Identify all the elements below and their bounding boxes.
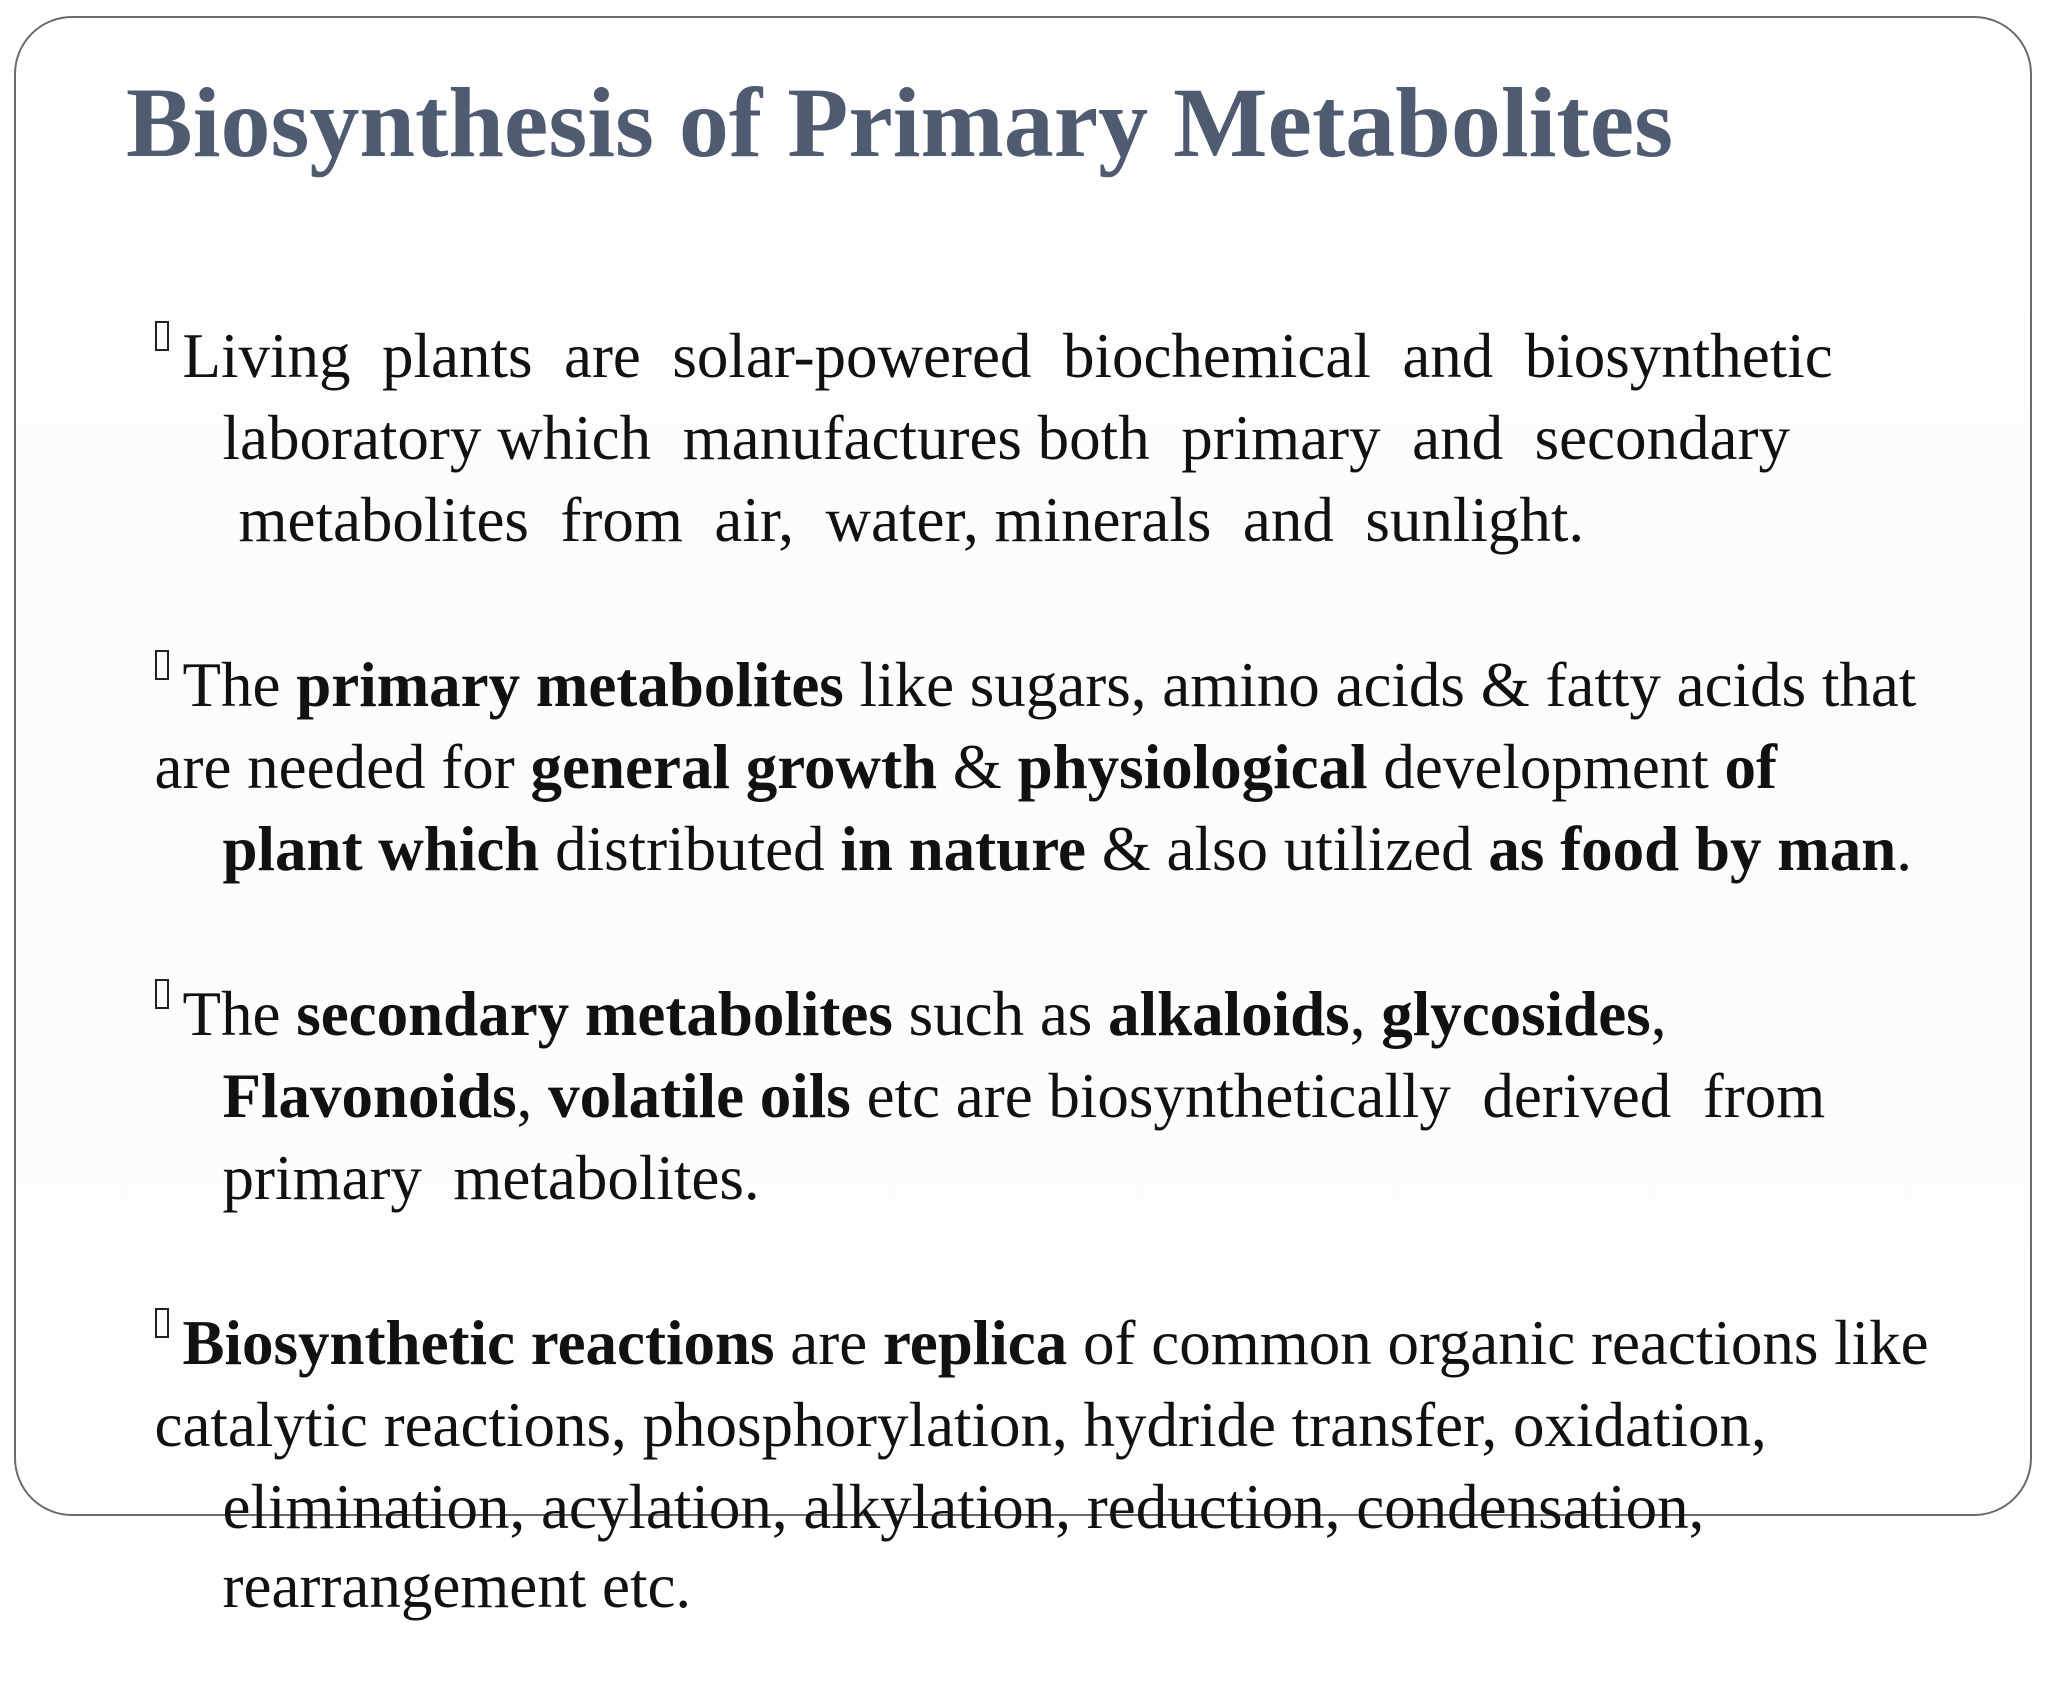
text-run: rearrangement etc. [222,1551,692,1621]
slide [14,16,2032,1621]
text-run-bold: in nature [840,814,1086,884]
text-run-bold: primary metabolites [296,650,844,720]
text-run: . [1896,814,1913,884]
text-run-bold: plant which [222,814,540,884]
text-run: development [1367,732,1725,802]
text-run-bold: glycosides [1381,979,1651,1049]
text-run: laboratory which manufactures both primary and secondary [222,403,1790,473]
text-run: metabolites from air, water, minerals and sunlight. [238,485,1585,555]
text-run: are [774,1308,883,1378]
text-run: of common organic reactions like [1067,1308,1929,1378]
text-run-bold: of [1724,732,1778,802]
text-run: , [516,1061,549,1131]
text-run-bold: secondary metabolites [296,979,893,1049]
text-run: etc are biosynthetically derived from [850,1061,1826,1131]
text-run: distributed [539,814,841,884]
bullet-4-line-4 [128,1466,691,1706]
text-run-bold: volatile oils [548,1061,851,1131]
text-run-bold: general growth [530,732,938,802]
text-run: catalytic reactions, phosphorylation, hydride transfer, oxidation, [154,1390,1767,1460]
text-run: & also utilized [1085,814,1489,884]
text-run-bold: physiological [1017,732,1368,802]
slide-title: Biosynthesis of Primary Metabolites [126,67,1674,178]
text-run: elimination, acylation, alkylation, reduction, condensation, [222,1472,1705,1542]
text-run-bold: alkaloids [1108,979,1350,1049]
text-run: , [1349,979,1382,1049]
text-run: The [182,979,297,1049]
text-run-bold: Biosynthetic reactions [182,1308,775,1378]
text-run: like sugars, amino acids & fatty acids that [843,650,1917,720]
text-run-bold: Flavonoids [222,1061,517,1131]
text-run-bold: replica [882,1308,1068,1378]
text-run: The [182,650,297,720]
text-run: primary metabolites. [222,1143,760,1213]
text-run-bold: as food by man [1488,814,1897,884]
text-run: Living plants are solar-powered biochemical and biosynthetic [182,321,1833,391]
text-run: & [937,732,1018,802]
text-run: such as [892,979,1109,1049]
text-run: , [1650,979,1667,1049]
slide-body [16,18,2030,1621]
text-run: are needed for [154,732,531,802]
